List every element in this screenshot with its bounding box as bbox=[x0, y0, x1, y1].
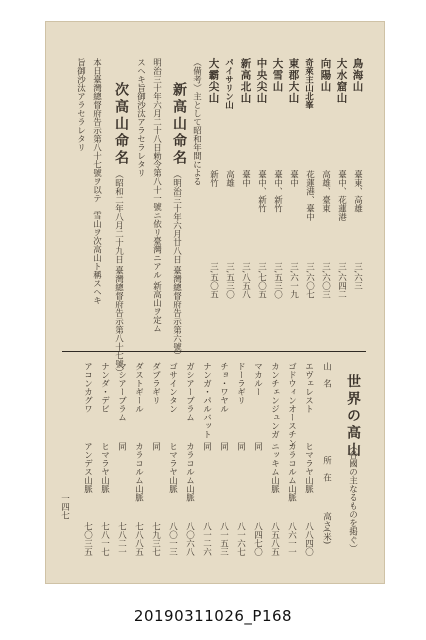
world-mountain-height: 八四七〇 bbox=[252, 522, 263, 556]
world-mountain-name: ダブラギリ bbox=[150, 362, 161, 405]
world-mountain-name: ゴドウィンオースチン bbox=[286, 362, 297, 447]
world-mountain-height: 七八一七 bbox=[99, 522, 110, 556]
upper-mountain-name: 大水窟山 bbox=[335, 58, 348, 104]
heading-niitakayama-naming: 新高山命名 bbox=[171, 82, 187, 167]
world-mountain-height: 八〇一三 bbox=[167, 522, 178, 556]
upper-mountain-height: 三,八五八 bbox=[240, 262, 251, 299]
tsugitakayama-citation: （昭和二年八月二十九日 臺灣總督府告示第八十七號） bbox=[113, 170, 124, 377]
upper-mountain-name: 鳥海山 bbox=[351, 58, 364, 93]
world-mountain-name: ゴサインタン bbox=[167, 362, 178, 413]
section-divider bbox=[62, 351, 366, 352]
upper-mountain-height: 三,七〇五 bbox=[256, 262, 267, 299]
upper-mountain-height: 三,五〇五 bbox=[208, 262, 219, 299]
upper-mountain-location: 臺東、高雄 bbox=[352, 170, 363, 213]
world-mountain-height: 七八八五 bbox=[133, 522, 144, 556]
image-caption: 20190311026_P168 bbox=[133, 607, 293, 625]
column-header-location: 所 在 bbox=[321, 456, 332, 482]
tsugitakayama-text-continued: 旨御沙汰アラセラレタリ bbox=[75, 58, 86, 152]
niitakayama-text: 明治三十年六月二十八日勅令第八十一號ニ依リ臺灣ニアル 新高山ヲ定ム bbox=[151, 58, 162, 333]
upper-mountain-height: 三,六一九 bbox=[288, 262, 299, 299]
world-mountain-name: エヴェレスト bbox=[303, 362, 314, 413]
world-mountain-location: 同 bbox=[150, 442, 161, 451]
world-mountain-location: 同 bbox=[116, 442, 127, 451]
page-number: 一四七 bbox=[59, 494, 70, 520]
upper-mountain-name: パイサリン山 bbox=[223, 58, 234, 109]
document-page bbox=[45, 21, 385, 584]
niitakayama-citation: （明治三十年六月廿八日 臺灣總督府告示第六號） bbox=[171, 170, 182, 360]
world-mountain-height: 八八四〇 bbox=[303, 522, 314, 556]
upper-mountain-name: 大霸尖山 bbox=[207, 58, 220, 104]
heading-tsugitakayama-naming: 次高山命名 bbox=[113, 82, 129, 167]
world-mountain-name: カンチェンジュンガ bbox=[269, 362, 280, 439]
world-mountain-height: 七〇三五 bbox=[82, 522, 93, 556]
upper-mountain-name: 中央尖山 bbox=[255, 58, 268, 104]
world-mountain-name: ダストギール bbox=[133, 362, 144, 413]
upper-mountain-height: 三,五三〇 bbox=[272, 262, 283, 299]
world-mountain-name: ナンガ・パルバット bbox=[201, 362, 212, 439]
world-mountain-location: ヒマラヤ山脈 bbox=[99, 442, 110, 493]
world-mountain-location: カラコルム山脈 bbox=[133, 442, 144, 502]
world-mountain-location: 同 bbox=[235, 442, 246, 451]
world-mountain-height: 八一五三 bbox=[218, 522, 229, 556]
world-mountain-location: 同 bbox=[218, 442, 229, 451]
upper-mountain-height: 三,六四二 bbox=[336, 262, 347, 299]
world-mountain-name: ドーラギリ bbox=[235, 362, 246, 405]
upper-mountain-location: 臺中、新竹 bbox=[272, 170, 283, 213]
world-mountain-name: マカルー bbox=[252, 362, 263, 396]
world-mountain-name: ガシアーブラム bbox=[184, 362, 195, 422]
upper-mountain-location: 臺中、新竹 bbox=[256, 170, 267, 213]
world-mountain-location: カラコルム山脈 bbox=[286, 442, 297, 502]
world-mountain-height: 七八二一 bbox=[116, 522, 127, 556]
upper-mountain-name: 大雪山 bbox=[271, 58, 284, 93]
world-mountain-location: アンデス山脈 bbox=[82, 442, 93, 493]
world-mountain-name: アコンカグワ bbox=[82, 362, 93, 413]
niitakayama-text-continued: スヘキ旨御沙汰アラセラレタリ bbox=[135, 58, 146, 177]
upper-mountain-location: 臺中、花蓮港 bbox=[336, 170, 347, 221]
upper-mountain-height: 三,六〇三 bbox=[320, 262, 331, 299]
world-mountain-name: マシアーブラム bbox=[116, 362, 127, 422]
upper-mountain-height: 三,六〇七 bbox=[304, 262, 315, 299]
upper-mountain-location: 高雄、臺東 bbox=[320, 170, 331, 213]
world-mountain-name: ナンダ・デビ bbox=[99, 362, 110, 413]
upper-mountain-location: 臺中 bbox=[288, 170, 299, 187]
world-mountain-height: 八五八五 bbox=[269, 522, 280, 556]
upper-mountain-name: 奇萊主山北峯 bbox=[303, 58, 314, 109]
upper-note: （備考）主として昭和年間による bbox=[191, 58, 202, 186]
world-mountain-height: 八六一一 bbox=[286, 522, 297, 556]
upper-mountain-location: 高雄 bbox=[224, 170, 235, 187]
world-mountains-title: 世界の高山 bbox=[345, 374, 361, 459]
upper-mountain-name: 向陽山 bbox=[319, 58, 332, 93]
world-mountain-name: チョ・ワヤル bbox=[218, 362, 229, 413]
world-mountain-location: ヒマラヤ山脈 bbox=[303, 442, 314, 493]
world-mountain-location: カラコルム山脈 bbox=[184, 442, 195, 502]
world-mountain-location: 同 bbox=[252, 442, 263, 451]
column-header-height: 高さ(米) bbox=[321, 512, 332, 545]
world-mountains-subtitle: （各國の主なるものを掲ぐ） bbox=[347, 442, 358, 553]
upper-mountain-name: 東郡大山 bbox=[287, 58, 300, 104]
upper-mountain-height: 三,六三 bbox=[352, 262, 363, 291]
world-mountain-location: 同 bbox=[201, 442, 212, 451]
upper-mountain-location: 新竹 bbox=[208, 170, 219, 187]
world-mountain-location: ニッキム山脈 bbox=[269, 442, 280, 493]
column-header-name: 山 名 bbox=[321, 362, 332, 388]
upper-mountain-height: 三,五三〇 bbox=[224, 262, 235, 299]
world-mountain-height: 八一六七 bbox=[235, 522, 246, 556]
world-mountain-location: ヒマラヤ山脈 bbox=[167, 442, 178, 493]
world-mountain-height: 八一二六 bbox=[201, 522, 212, 556]
world-mountain-height: 八〇六八 bbox=[184, 522, 195, 556]
world-mountain-height: 七九三七 bbox=[150, 522, 161, 556]
upper-mountain-name: 新高北山 bbox=[239, 58, 252, 104]
tsugitakayama-text: 本日臺灣總督府告示第八十七號ヲ以テ 雪山ヲ次高山ト稱スヘキ bbox=[91, 58, 102, 305]
upper-mountain-location: 花蓮港、臺中 bbox=[304, 170, 315, 221]
upper-mountain-location: 臺中 bbox=[240, 170, 251, 187]
